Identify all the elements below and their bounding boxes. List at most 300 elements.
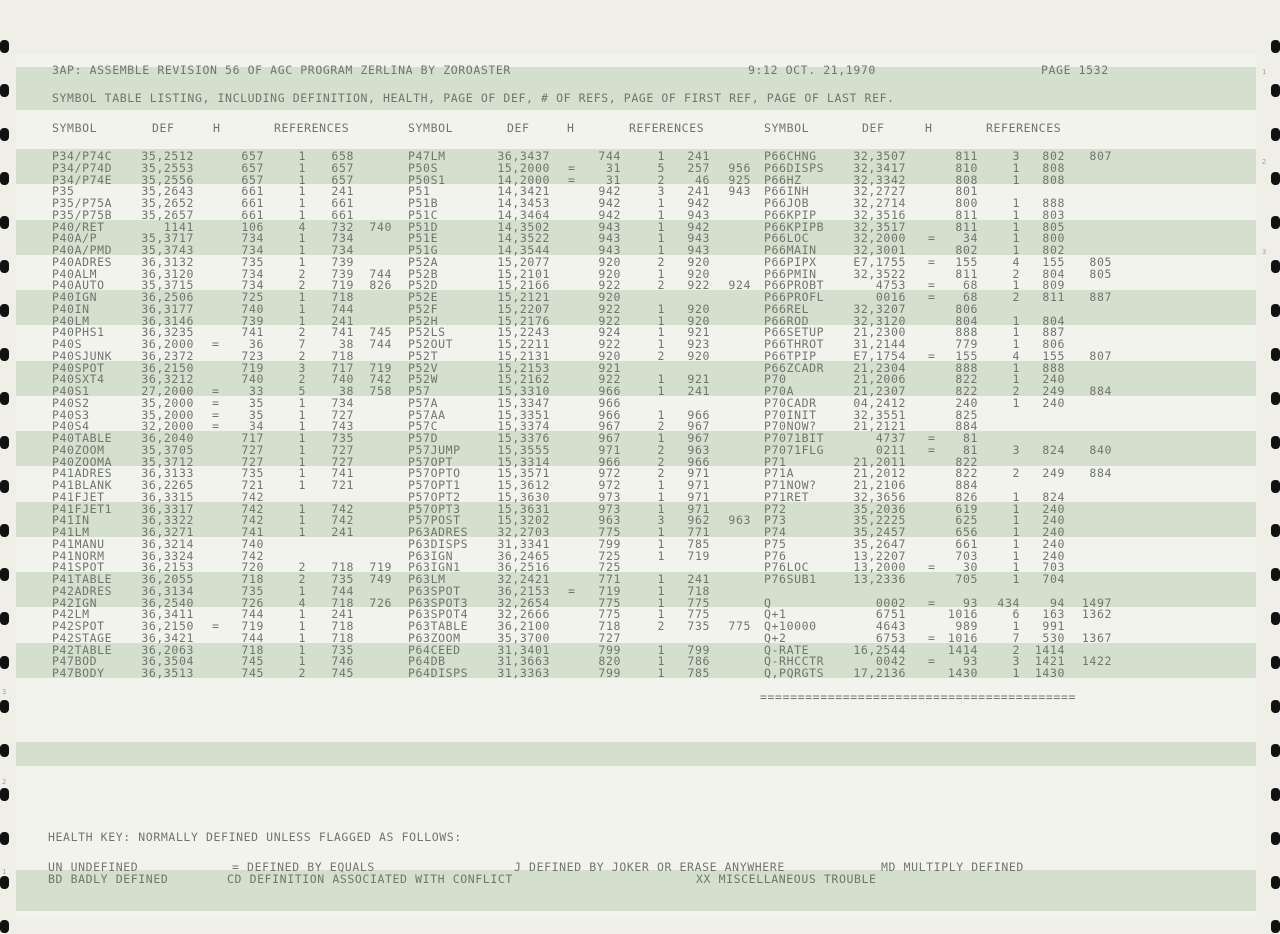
ref-count: 1	[298, 313, 306, 328]
definition: 36,3271	[141, 525, 194, 539]
symbol-name: P70NOW?	[764, 419, 817, 434]
def-page: 806	[955, 301, 978, 316]
definition: 36,2000	[141, 337, 194, 351]
column-header-symbol: SYMBOL	[764, 121, 810, 135]
symbol-name: P40SJUNK	[52, 348, 113, 363]
symbol-name: P40IGN	[52, 290, 98, 304]
def-page: 106	[241, 219, 264, 234]
def-page: 744	[598, 149, 621, 163]
def-page: 1016	[947, 607, 978, 622]
def-page: 725	[598, 560, 621, 575]
definition: 32,2703	[497, 525, 550, 539]
definition: 32,3207	[853, 301, 906, 316]
ref-count: 1	[1012, 172, 1020, 187]
symbol-name: P47BOD	[52, 654, 98, 669]
ref-count: 1	[298, 478, 306, 492]
definition: 14,3522	[497, 231, 550, 246]
column-header-health: H	[925, 121, 933, 135]
def-page: 888	[955, 325, 978, 340]
ref-count: 2	[657, 466, 665, 481]
symbol-name: P41MANU	[52, 536, 105, 551]
def-page: 727	[241, 454, 264, 469]
def-page: 93	[962, 595, 978, 610]
symbol-name: P52F	[408, 301, 439, 316]
symbol-name: P35/P75A	[52, 196, 113, 210]
definition: 0016	[875, 290, 906, 304]
def-page: 718	[598, 619, 621, 633]
ref-count: 1	[1012, 219, 1020, 234]
def-page: 745	[241, 654, 264, 669]
symbol-name: P40TABLE	[52, 431, 113, 445]
margin-mark: 1	[2, 868, 7, 876]
def-page: 625	[955, 513, 978, 528]
def-page: 735	[241, 583, 264, 598]
health-flag: =	[212, 384, 220, 398]
column-header-references: REFERENCES	[274, 121, 350, 135]
health-flag: =	[568, 172, 576, 187]
definition: 32,3656	[853, 489, 906, 504]
symbol-name: P57OPTO	[408, 466, 461, 481]
definition: 4737	[875, 431, 906, 445]
first-ref-page: 240	[1042, 548, 1065, 563]
ref-count: 1	[657, 536, 665, 551]
ref-count: 1	[1012, 278, 1020, 293]
first-ref-page: 257	[687, 160, 710, 175]
definition: 32,2666	[497, 607, 550, 622]
ref-count: 1	[657, 196, 665, 210]
definition: 35,2657	[141, 207, 194, 222]
definition: 15,2207	[497, 301, 550, 316]
symbol-name: P71	[764, 454, 787, 469]
def-page: 973	[598, 489, 621, 504]
sprocket-hole-right	[1271, 876, 1280, 889]
ref-count: 1	[298, 466, 306, 481]
symbol-name: P66ROD	[764, 313, 810, 328]
symbol-name: P51C	[408, 207, 439, 222]
first-ref-page: 922	[687, 278, 710, 293]
first-ref-page: 241	[331, 184, 354, 199]
first-ref-page: 718	[331, 560, 354, 575]
definition: 4753	[875, 278, 906, 293]
ref-count: 1	[657, 607, 665, 622]
first-ref-page: 719	[331, 278, 354, 293]
margin-mark: 3	[1262, 248, 1267, 256]
symbol-name: Q-RHCCTR	[764, 654, 825, 669]
ref-count: 7	[1012, 630, 1020, 645]
symbol-name: P70CADR	[764, 395, 817, 410]
first-ref-page: 38	[338, 384, 354, 398]
health-flag: =	[928, 431, 936, 445]
definition: 35,2457	[853, 525, 906, 539]
definition: 15,3555	[497, 442, 550, 457]
definition: 31,3341	[497, 536, 550, 551]
def-page: 735	[241, 254, 264, 269]
ref-count: 2	[657, 348, 665, 363]
symbol-name: P40SPOT	[52, 360, 105, 375]
definition: 15,3631	[497, 501, 550, 516]
definition: 36,3317	[141, 501, 194, 516]
first-ref-page: 735	[331, 431, 354, 445]
first-ref-page: 718	[331, 595, 354, 610]
row-band	[16, 643, 1256, 678]
ref-count: 1	[298, 525, 306, 539]
symbol-name: P66KPIP	[764, 207, 817, 222]
first-ref-page: 775	[687, 595, 710, 610]
first-ref-page: 718	[331, 348, 354, 363]
definition: 36,3324	[141, 548, 194, 563]
symbol-name: P72	[764, 501, 787, 516]
symbol-name: P66KPIPB	[764, 219, 825, 234]
definition: 0002	[875, 595, 906, 610]
definition: 32,2714	[853, 196, 906, 210]
definition: 36,3504	[141, 654, 194, 669]
def-page: 657	[241, 149, 264, 163]
symbol-name: P64DISPS	[408, 666, 469, 680]
definition: 14,3421	[497, 184, 550, 199]
symbol-name: P66HZ	[764, 172, 802, 187]
def-page: 966	[598, 407, 621, 422]
first-ref-page: 240	[1042, 395, 1065, 410]
sprocket-hole-right	[1271, 348, 1280, 361]
ref-count: 1	[1012, 207, 1020, 222]
first-ref-page: 971	[687, 489, 710, 504]
first-ref-page: 943	[687, 243, 710, 257]
definition: 32,3551	[853, 407, 906, 422]
definition: 15,2131	[497, 348, 550, 363]
symbol-name: P74	[764, 525, 787, 539]
def-page: 734	[241, 266, 264, 281]
symbol-name: P52D	[408, 278, 439, 293]
ref-count: 3	[1012, 442, 1020, 457]
row-band	[16, 290, 1256, 328]
definition: 15,2101	[497, 266, 550, 281]
ref-count: 1	[657, 219, 665, 234]
first-ref-page: 717	[331, 360, 354, 375]
ref-count: 7	[298, 337, 306, 351]
definition: 36,3437	[497, 149, 550, 163]
ref-count: 5	[298, 384, 306, 398]
definition: 35,3743	[141, 243, 194, 257]
row-band	[16, 572, 1256, 610]
ref-count: 2	[1012, 642, 1020, 657]
definition: 31,3663	[497, 654, 550, 669]
ref-count: 2	[298, 278, 306, 293]
health-flag: =	[212, 337, 220, 351]
first-ref-page: 923	[687, 337, 710, 351]
definition: 36,3513	[141, 666, 194, 680]
definition: 32,2421	[497, 572, 550, 586]
first-ref-page: 1421	[1034, 654, 1065, 669]
ref-count: 1	[1012, 395, 1020, 410]
symbol-name: P57OPT	[408, 454, 454, 469]
ref-count: 4	[298, 595, 306, 610]
ref-count: 1	[1012, 243, 1020, 257]
ref-count: 1	[657, 231, 665, 246]
symbol-name: P64DB	[408, 654, 446, 669]
def-page: 779	[955, 337, 978, 351]
sprocket-hole-left	[0, 612, 9, 625]
def-page: 657	[241, 160, 264, 175]
definition: 15,2243	[497, 325, 550, 340]
ref-count: 1	[298, 196, 306, 210]
symbol-name: P75	[764, 536, 787, 551]
def-page: 942	[598, 196, 621, 210]
definition: 31,3363	[497, 666, 550, 680]
first-ref-page: 943	[687, 207, 710, 222]
symbol-name: Q	[764, 595, 772, 610]
first-ref-page: 240	[1042, 501, 1065, 516]
column-header-symbol: SYMBOL	[52, 121, 98, 135]
symbol-name: P41SPOT	[52, 560, 105, 575]
def-page: 68	[962, 278, 978, 293]
ref-count: 1	[657, 325, 665, 340]
first-ref-page: 888	[1042, 360, 1065, 375]
first-ref-page: 808	[1042, 160, 1065, 175]
first-ref-page: 718	[331, 619, 354, 633]
sprocket-hole-right	[1271, 40, 1280, 53]
ref-count: 1	[298, 583, 306, 598]
symbol-name: P63ZOOM	[408, 630, 461, 645]
definition: 21,2012	[853, 466, 906, 481]
definition: 13,2207	[853, 548, 906, 563]
symbol-name: P66CHNG	[764, 149, 817, 163]
first-ref-page: 241	[331, 313, 354, 328]
def-page: 81	[962, 431, 978, 445]
symbol-name: P66JOB	[764, 196, 810, 210]
first-ref-page: 921	[687, 325, 710, 340]
symbol-name: P47LM	[408, 149, 446, 163]
definition: 32,3507	[853, 149, 906, 163]
sprocket-hole-left	[0, 568, 9, 581]
last-ref-page: 807	[1089, 348, 1112, 363]
first-ref-page: 163	[1042, 607, 1065, 622]
first-ref-page: 718	[687, 583, 710, 598]
def-page: 34	[962, 231, 978, 246]
first-ref-page: 808	[1042, 172, 1065, 187]
ref-count: 2	[657, 254, 665, 269]
sprocket-hole-right	[1271, 832, 1280, 845]
first-ref-page: 802	[1042, 243, 1065, 257]
health-flag: =	[212, 407, 220, 422]
sprocket-hole-left	[0, 172, 9, 185]
symbol-name: P52OUT	[408, 337, 454, 351]
ref-count: 1	[657, 572, 665, 586]
first-ref-page: 971	[687, 478, 710, 492]
ref-count: 1	[298, 395, 306, 410]
ref-count: 1	[657, 642, 665, 657]
symbol-name: P66THROT	[764, 337, 825, 351]
ref-count: 1	[1012, 513, 1020, 528]
definition: 36,2063	[141, 642, 194, 657]
symbol-name: P52V	[408, 360, 439, 375]
last-ref-page: 740	[369, 219, 392, 234]
def-page: 825	[955, 407, 978, 422]
ref-count: 1	[298, 407, 306, 422]
first-ref-page: 155	[1042, 254, 1065, 269]
symbol-name: P47BODY	[52, 666, 105, 680]
symbol-name: P35	[52, 184, 75, 199]
last-ref-page: 924	[728, 278, 751, 293]
def-page: 717	[241, 431, 264, 445]
def-page: 942	[598, 184, 621, 199]
symbol-name: P71RET	[764, 489, 810, 504]
symbol-name: P57OPT3	[408, 501, 461, 516]
last-ref-page: 805	[1089, 254, 1112, 269]
ref-count: 1	[657, 149, 665, 163]
ref-count: 1	[298, 184, 306, 199]
definition: 36,2465	[497, 548, 550, 563]
definition: 36,3214	[141, 536, 194, 551]
ref-count: 2	[1012, 290, 1020, 304]
ref-count: 1	[1012, 560, 1020, 575]
ref-count: 2	[1012, 384, 1020, 398]
def-page: 34	[248, 419, 264, 434]
definition: 36,2506	[141, 290, 194, 304]
def-page: 742	[241, 548, 264, 563]
symbol-name: P66DISPS	[764, 160, 825, 175]
last-ref-page: 719	[369, 360, 392, 375]
symbol-name: P66ZCADR	[764, 360, 825, 375]
page-number: PAGE 1532	[1041, 63, 1109, 77]
ref-count: 1	[298, 630, 306, 645]
symbol-name: P52B	[408, 266, 439, 281]
first-ref-page: 241	[687, 149, 710, 163]
last-ref-page: 1362	[1081, 607, 1112, 622]
ref-count: 1	[298, 172, 306, 187]
def-page: 741	[241, 325, 264, 340]
sprocket-hole-right	[1271, 744, 1280, 757]
symbol-name: P40SXT4	[52, 372, 105, 387]
column-header-def: DEF	[152, 121, 175, 135]
definition: 36,3411	[141, 607, 194, 622]
sprocket-hole-left	[0, 876, 9, 889]
first-ref-page: 727	[331, 454, 354, 469]
ref-count: 1	[298, 607, 306, 622]
key-conflict: CD DEFINITION ASSOCIATED WITH CONFLICT	[227, 872, 513, 886]
ref-count: 1	[657, 301, 665, 316]
health-flag: =	[928, 595, 936, 610]
def-page: 966	[598, 395, 621, 410]
ref-count: 1	[298, 254, 306, 269]
last-ref-page: 1422	[1081, 654, 1112, 669]
first-ref-page: 721	[331, 478, 354, 492]
symbol-name: P71NOW?	[764, 478, 817, 492]
symbol-name: P66MAIN	[764, 243, 817, 257]
ref-count: 1	[298, 160, 306, 175]
def-page: 1414	[947, 642, 978, 657]
ref-count: 1	[657, 384, 665, 398]
symbol-name: P51E	[408, 231, 439, 246]
definition: 13,2336	[853, 572, 906, 586]
def-page: 725	[241, 290, 264, 304]
symbol-name: P41TABLE	[52, 572, 113, 586]
definition: 04,2412	[853, 395, 906, 410]
def-page: 155	[955, 348, 978, 363]
symbol-name: P52E	[408, 290, 439, 304]
first-ref-page: 824	[1042, 489, 1065, 504]
def-page: 657	[241, 172, 264, 187]
first-ref-page: 734	[331, 243, 354, 257]
first-ref-page: 1414	[1034, 642, 1065, 657]
ref-count: 2	[298, 572, 306, 586]
first-ref-page: 962	[687, 513, 710, 528]
def-page: 822	[955, 466, 978, 481]
symbol-name: P66PROFL	[764, 290, 825, 304]
sprocket-hole-right	[1271, 304, 1280, 317]
def-page: 989	[955, 619, 978, 633]
definition: 35,2036	[853, 501, 906, 516]
last-ref-page: 884	[1089, 384, 1112, 398]
first-ref-page: 887	[1042, 325, 1065, 340]
first-ref-page: 963	[687, 442, 710, 457]
last-ref-page: 840	[1089, 442, 1112, 457]
first-ref-page: 249	[1042, 384, 1065, 398]
last-ref-page: 925	[728, 172, 751, 187]
symbol-name: P51B	[408, 196, 439, 210]
symbol-name: P70	[764, 372, 787, 387]
health-flag: =	[928, 231, 936, 246]
key-badly: BD BADLY DEFINED	[48, 872, 169, 886]
symbol-name: P40A/P	[52, 231, 98, 246]
health-flag: =	[928, 442, 936, 457]
first-ref-page: 741	[331, 325, 354, 340]
sprocket-hole-right	[1271, 172, 1280, 185]
definition: 36,3133	[141, 466, 194, 481]
def-page: 740	[241, 536, 264, 551]
definition: 32,2000	[853, 231, 906, 246]
health-flag: =	[928, 654, 936, 669]
sprocket-hole-left	[0, 436, 9, 449]
first-ref-page: 920	[687, 348, 710, 363]
listing-subtitle: SYMBOL TABLE LISTING, INCLUDING DEFINITION, HEALTH, PAGE OF DEF, # OF REFS, PAGE OF FIRST REF, PAGE OF LAST REF.	[52, 91, 895, 105]
def-page: 922	[598, 372, 621, 387]
margin-mark: 2	[2, 778, 7, 786]
key-undefined: UN UNDEFINED	[48, 860, 139, 874]
ref-count: 1	[657, 666, 665, 680]
last-ref-page: 807	[1089, 149, 1112, 163]
symbol-name: P34/P74D	[52, 160, 113, 175]
symbol-name: Q+2	[764, 630, 787, 645]
def-page: 81	[962, 442, 978, 457]
row-band	[16, 149, 1256, 187]
first-ref-page: 888	[1042, 196, 1065, 210]
last-ref-page: 726	[369, 595, 392, 610]
symbol-name: P41ADRES	[52, 466, 113, 481]
ref-count: 1	[657, 337, 665, 351]
ref-count: 1	[1012, 548, 1020, 563]
margin-mark: 1	[1262, 68, 1267, 76]
first-ref-page: 38	[338, 337, 354, 351]
def-page: 740	[241, 372, 264, 387]
health-flag: =	[928, 348, 936, 363]
definition: 35,3705	[141, 442, 194, 457]
definition: 36,3421	[141, 630, 194, 645]
first-ref-page: 735	[331, 642, 354, 657]
ref-count: 1	[1012, 325, 1020, 340]
last-ref-page: 805	[1089, 266, 1112, 281]
def-page: 920	[598, 290, 621, 304]
last-ref-page: 884	[1089, 466, 1112, 481]
first-ref-page: 94	[1049, 595, 1065, 610]
definition: 15,3376	[497, 431, 550, 445]
first-ref-page: 809	[1042, 278, 1065, 293]
definition: 36,3212	[141, 372, 194, 387]
definition: 36,2100	[497, 619, 550, 633]
definition: 17,2136	[853, 666, 906, 680]
symbol-name: Q-RATE	[764, 642, 810, 657]
ref-count: 1	[298, 231, 306, 246]
first-ref-page: 920	[687, 266, 710, 281]
